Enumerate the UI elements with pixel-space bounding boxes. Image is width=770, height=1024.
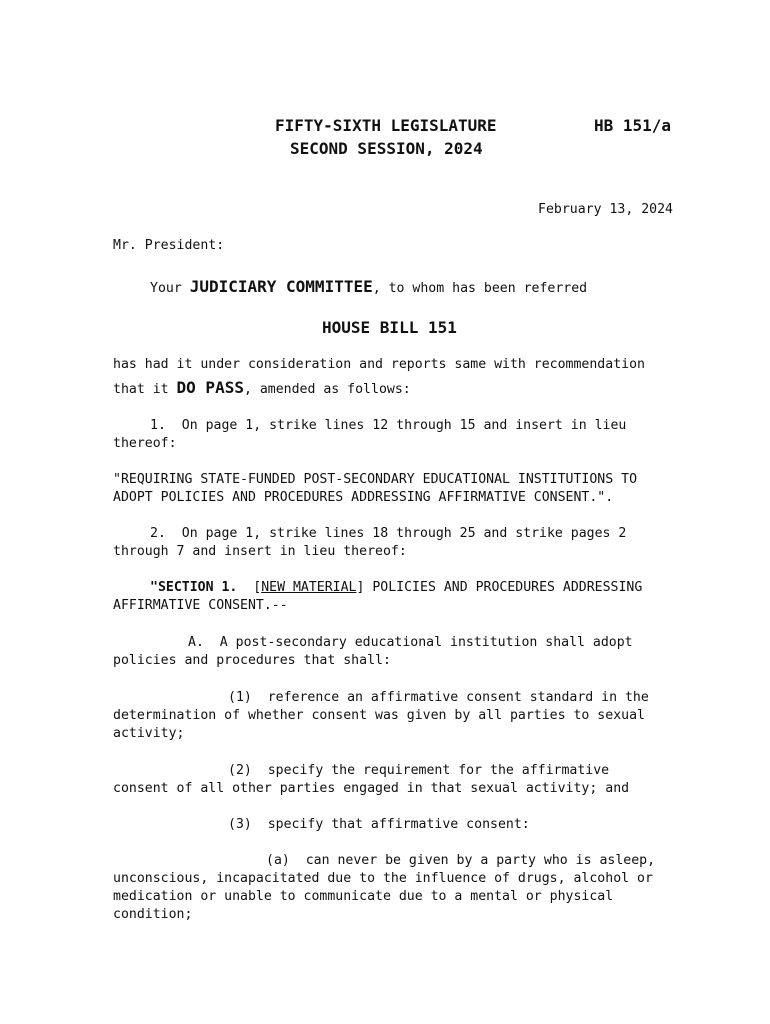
referral-suffix: , to whom has been referred bbox=[372, 281, 588, 296]
bracket-open: [ bbox=[253, 580, 262, 595]
section-heading-rest: POLICIES AND PROCEDURES ADDRESSING bbox=[364, 580, 643, 595]
section-heading-line-1 bbox=[150, 580, 642, 595]
item-a-line-3: medication or unable to communicate due to a mental or physical bbox=[113, 889, 614, 904]
salutation: Mr. President: bbox=[113, 238, 225, 253]
item-a-line-2: unconscious, incapacitated due to the influence of drugs, alcohol or bbox=[113, 871, 653, 886]
legislature-heading: FIFTY-SIXTH LEGISLATURE bbox=[275, 116, 497, 135]
item-3-line-1: (3) specify that affirmative consent: bbox=[228, 817, 530, 832]
amendment-1-quote-line-2: ADOPT POLICIES AND PROCEDURES ADDRESSING AFFIRMATIVE CONSENT.". bbox=[113, 490, 614, 505]
item-a-line-4: condition; bbox=[113, 907, 193, 922]
amendment-1-line-2: thereof: bbox=[113, 436, 177, 451]
item-2-line-1: (2) specify the requirement for the affirmative bbox=[228, 763, 610, 778]
section-label: "SECTION 1. bbox=[150, 580, 238, 595]
amendment-2-line-2: through 7 and insert in lieu thereof: bbox=[113, 544, 407, 559]
bill-title: HOUSE BILL 151 bbox=[322, 318, 457, 337]
item-a-line-1: (a) can never be given by a party who is asleep, bbox=[266, 853, 656, 868]
section-heading-line-2: AFFIRMATIVE CONSENT.-- bbox=[113, 598, 288, 613]
amendment-1-line-1: 1. On page 1, strike lines 12 through 15 and insert in lieu bbox=[150, 418, 627, 433]
committee-name: JUDICIARY COMMITTEE bbox=[189, 277, 373, 296]
referral-prefix: Your bbox=[150, 281, 190, 296]
subsection-a-line-2: policies and procedures that shall: bbox=[113, 653, 391, 668]
item-2-line-2: consent of all other parties engaged in that sexual activity; and bbox=[113, 781, 630, 796]
bracket-close: ] bbox=[356, 580, 365, 595]
item-1-line-2: determination of whether consent was given by all parties to sexual bbox=[113, 708, 645, 723]
amendment-1-quote-line-1: "REQUIRING STATE-FUNDED POST-SECONDARY EDUCATIONAL INSTITUTIONS TO bbox=[113, 472, 638, 487]
item-1-line-1: (1) reference an affirmative consent standard in the bbox=[228, 690, 649, 705]
referral-line bbox=[150, 277, 587, 296]
do-pass: DO PASS bbox=[176, 378, 244, 397]
recommendation-line-2 bbox=[113, 378, 411, 397]
item-1-line-3: activity; bbox=[113, 726, 185, 741]
amendment-2-line-1: 2. On page 1, strike lines 18 through 25 and strike pages 2 bbox=[150, 526, 627, 541]
report-date: February 13, 2024 bbox=[538, 202, 673, 217]
session-heading: SECOND SESSION, 2024 bbox=[290, 139, 483, 158]
subsection-a-line-1: A. A post-secondary educational institution shall adopt bbox=[188, 635, 633, 650]
new-material: NEW MATERIAL bbox=[261, 580, 357, 595]
recommendation-prefix: that it bbox=[113, 382, 177, 397]
bill-id: HB 151/a bbox=[594, 116, 672, 135]
recommendation-line-1: has had it under consideration and reports same with recommendation bbox=[113, 357, 645, 372]
recommendation-suffix: , amended as follows: bbox=[243, 382, 411, 397]
